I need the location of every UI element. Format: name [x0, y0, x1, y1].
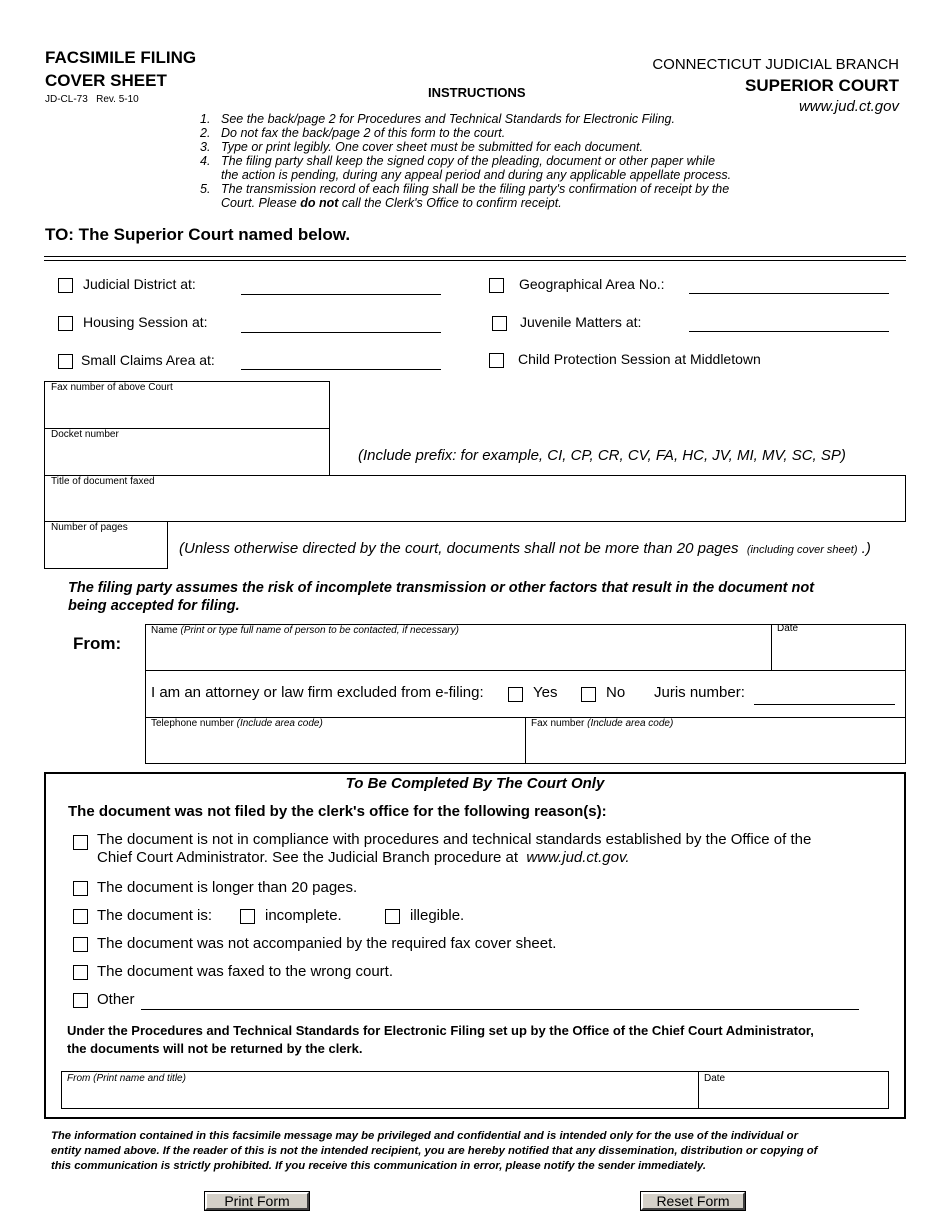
risk-notice: The filing party assumes the risk of incomplete transmission or other factors that result in the document not being accepted for filing.	[68, 580, 815, 614]
reason-document-is-checkbox[interactable]	[73, 909, 88, 924]
reason-no-cover-checkbox[interactable]	[73, 937, 88, 952]
from-date-input[interactable]	[775, 636, 902, 668]
incomplete-label: incomplete.	[265, 907, 342, 924]
housing-session-label: Housing Session at:	[83, 314, 208, 330]
double-rule-top	[44, 256, 906, 257]
telephone-input[interactable]	[149, 731, 521, 761]
efiling-yes-checkbox[interactable]	[508, 687, 523, 702]
juris-number-field[interactable]	[754, 704, 895, 705]
reason-longer-text: The document is longer than 20 pages.	[97, 879, 358, 896]
efiling-yes-label: Yes	[533, 684, 558, 701]
court-name: SUPERIOR COURT	[745, 76, 899, 95]
reset-form-button[interactable]: Reset Form	[641, 1192, 745, 1210]
fax-label: Fax number (Include area code)	[531, 718, 674, 729]
title-document-label: Title of document faxed	[51, 476, 155, 487]
procedures-note: Under the Procedures and Technical Standards for Electronic Filing set up by the Office of the Chief Court Administrator, the documents will not be returned by the clerk.	[67, 1023, 814, 1056]
reason-longer-checkbox[interactable]	[73, 881, 88, 896]
geographical-area-field[interactable]	[689, 293, 889, 294]
incomplete-checkbox[interactable]	[240, 909, 255, 924]
name-label: Name (Print or type full name of person to be contacted, if necessary)	[151, 625, 459, 636]
judicial-district-checkbox[interactable]	[58, 278, 73, 293]
website: www.jud.ct.gov	[798, 98, 899, 115]
instruction-item: 3. Type or print legibly. One cover sheet must be submitted for each document.	[200, 140, 643, 154]
judicial-district-label: Judicial District at:	[83, 276, 196, 292]
child-protection-label: Child Protection Session at Middletown	[518, 351, 761, 367]
juris-label: Juris number:	[654, 684, 745, 701]
housing-session-field[interactable]	[241, 332, 441, 333]
juvenile-matters-field[interactable]	[689, 331, 889, 332]
illegible-checkbox[interactable]	[385, 909, 400, 924]
clerk-date-input[interactable]	[702, 1085, 885, 1107]
to-heading: TO: The Superior Court named below.	[45, 225, 351, 244]
reason-document-is-text: The document is:	[97, 907, 213, 924]
child-protection-checkbox[interactable]	[489, 353, 504, 368]
docket-number-input[interactable]	[48, 442, 326, 474]
attorney-text: I am an attorney or law firm excluded from e-filing:	[151, 684, 484, 701]
housing-session-checkbox[interactable]	[58, 316, 73, 331]
title-document-input[interactable]	[48, 489, 902, 519]
pages-label: Number of pages	[51, 522, 128, 533]
docket-prefix-note: (Include prefix: for example, CI, CP, CR, CV, FA, HC, JV, MI, MV, SC, SP)	[358, 447, 846, 464]
efiling-no-checkbox[interactable]	[581, 687, 596, 702]
reason-no-cover-text: The document was not accompanied by the required fax cover sheet.	[97, 935, 557, 952]
instruction-item: 4. The filing party shall keep the signed copy of the pleading, document or other paper while	[200, 154, 716, 168]
reason-compliance-checkbox[interactable]	[73, 835, 88, 850]
branch-name: CONNECTICUT JUDICIAL BRANCH	[652, 56, 899, 73]
clerk-from-input[interactable]	[65, 1085, 694, 1107]
fax-number-label: Fax number of above Court	[51, 382, 173, 393]
from-fax-divider	[525, 717, 526, 764]
from-date-label: Date	[777, 623, 799, 634]
instruction-item: 5. The transmission record of each filing shall be the filing party's confirmation of receipt by the	[200, 182, 730, 196]
fax-number-input[interactable]	[48, 394, 326, 426]
from-divider-1	[145, 670, 906, 671]
geographical-area-label: Geographical Area No.:	[519, 276, 665, 292]
confidentiality-notice: The information contained in this facsimile message may be privileged and confidential and is intended only for the use of the individual or entity named above. If the reader of this is not the intended recipient, you are hereby notified that any dissemination, distribution or copying of this communication is strictly prohibited. If you receive this communication in error, please notify the sender immediately.	[51, 1130, 818, 1172]
small-claims-field[interactable]	[241, 369, 441, 370]
geographical-area-checkbox[interactable]	[489, 278, 504, 293]
print-form-button[interactable]: Print Form	[205, 1192, 309, 1210]
court-only-heading: To Be Completed By The Court Only	[345, 775, 605, 792]
court-only-subheading: The document was not filed by the clerk's office for the following reason(s):	[68, 803, 607, 820]
clerk-date-label: Date	[704, 1073, 726, 1084]
name-input[interactable]	[149, 638, 767, 668]
instructions-list: 1. See the back/page 2 for Procedures and Technical Standards for Electronic Filing. 2. Do not fax the back/page 2 of this form to the court. 3. Type or print legibly. One cover sheet must be submitted for each document. 4. The filing party shall keep the signed copy of the pleading, document or other paper while the action is pending, during any appeal period and during any applicable appellate process. 5. The transmission record of each filing shall be the filing party's confirmation of receipt by the Court. Please do not call the Clerk's Office to confirm receipt.	[200, 112, 732, 210]
pages-input[interactable]	[48, 535, 164, 565]
docket-number-label: Docket number	[51, 429, 119, 440]
instruction-item: 1. See the back/page 2 for Procedures and Technical Standards for Electronic Filing.	[200, 112, 675, 126]
form-id: JD-CL-73 Rev. 5-10	[45, 94, 139, 105]
small-claims-label: Small Claims Area at:	[81, 352, 215, 368]
efiling-no-label: No	[606, 684, 626, 701]
form-title-line2: COVER SHEET	[45, 71, 167, 90]
fax-input[interactable]	[529, 731, 902, 761]
clerk-date-divider	[698, 1071, 699, 1109]
reason-other-checkbox[interactable]	[73, 993, 88, 1008]
juvenile-matters-label: Juvenile Matters at:	[520, 314, 642, 330]
from-date-divider	[771, 624, 772, 670]
pages-note: (Unless otherwise directed by the court, documents shall not be more than 20 pages (including cover sheet) .)	[179, 540, 871, 557]
telephone-label: Telephone number (Include area code)	[151, 718, 323, 729]
reason-wrong-court-text: The document was faxed to the wrong court.	[97, 963, 393, 980]
clerk-from-label: From (Print name and title)	[67, 1073, 186, 1084]
reason-compliance-text: The document is not in compliance with procedures and technical standards established by the Office of the Chief Court Administrator. See the Judicial Branch procedure at www.jud.ct.gov.	[97, 831, 812, 866]
instructions-heading: INSTRUCTIONS	[428, 85, 526, 100]
illegible-label: illegible.	[410, 907, 465, 924]
reason-other-label: Other	[97, 991, 135, 1008]
double-rule-bottom	[44, 260, 906, 261]
small-claims-checkbox[interactable]	[58, 354, 73, 369]
juvenile-matters-checkbox[interactable]	[492, 316, 507, 331]
from-label: From:	[73, 634, 122, 653]
reason-other-field[interactable]	[141, 1009, 859, 1010]
instruction-item: 2. Do not fax the back/page 2 of this form to the court.	[200, 126, 506, 140]
judicial-district-field[interactable]	[241, 294, 441, 295]
reason-wrong-court-checkbox[interactable]	[73, 965, 88, 980]
form-title-line1: FACSIMILE FILING	[45, 48, 197, 67]
